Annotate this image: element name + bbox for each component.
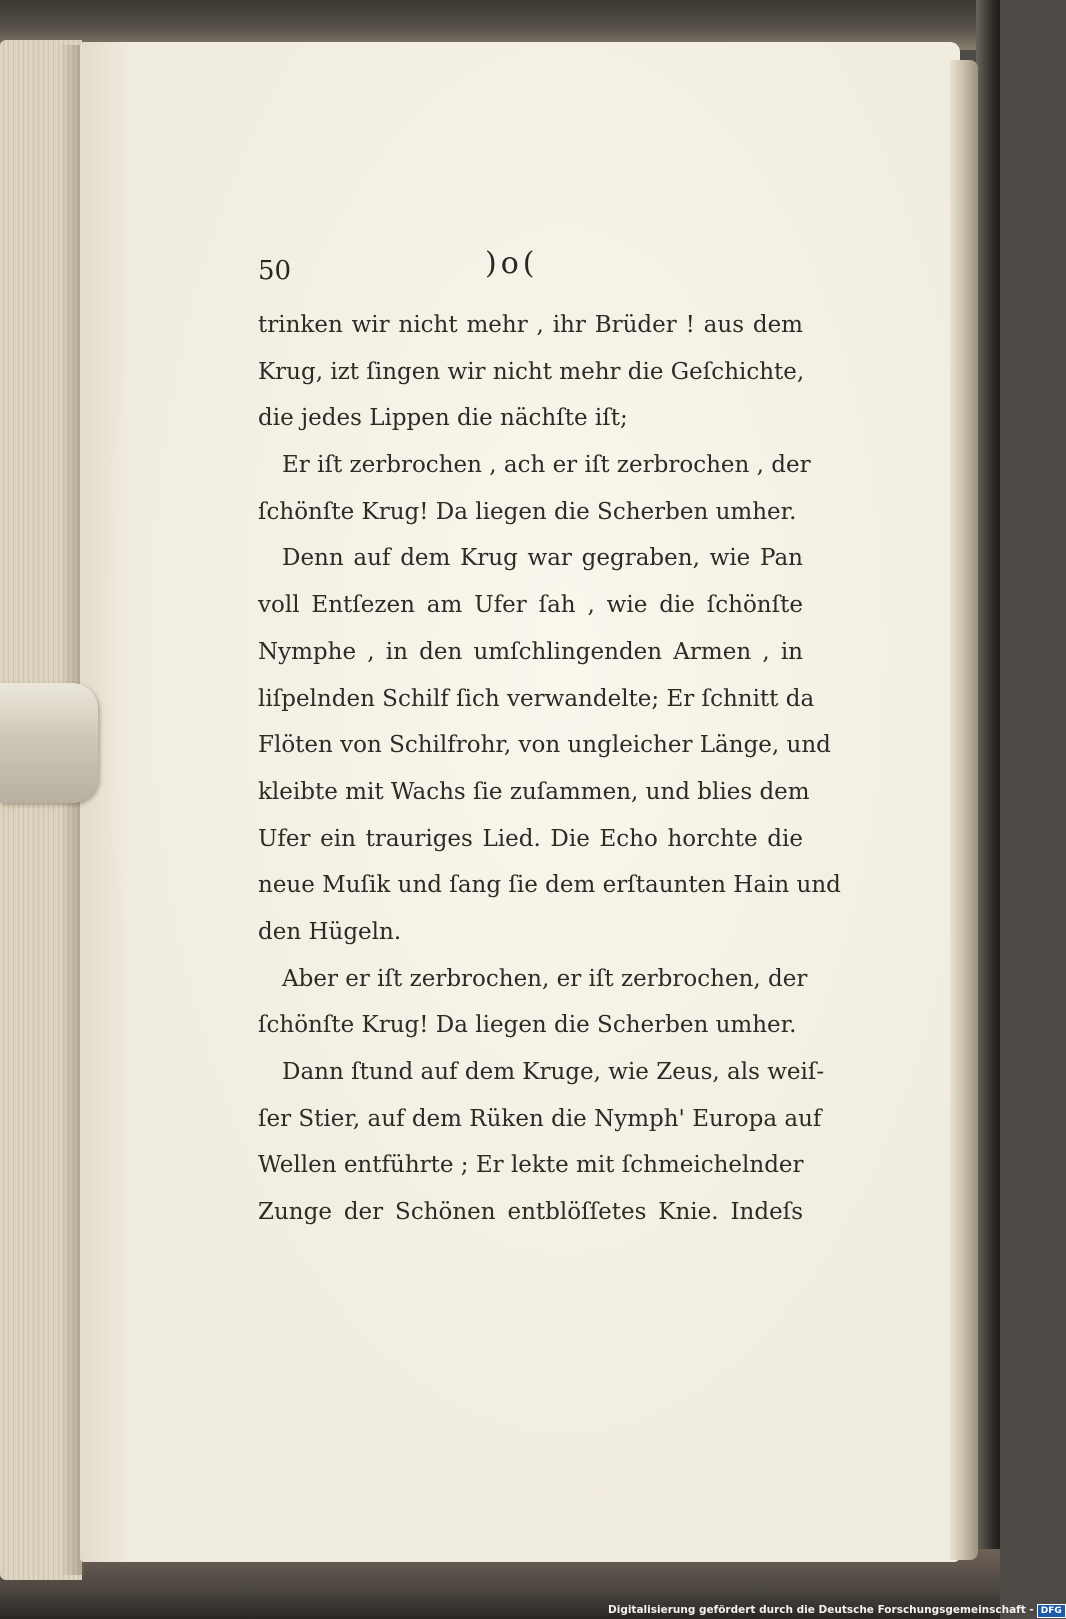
text-line: Denn auf dem Krug war gegraben, wie Pan <box>282 545 803 572</box>
text-line: ſchönſte Krug! Da liegen die Scherben umher. <box>258 498 797 525</box>
background-right <box>976 0 1000 1619</box>
running-head: )o( <box>485 246 539 281</box>
text-line: Dann ſtund auf dem Kruge, wie Zeus, als weiſ- <box>282 1059 825 1085</box>
text-line: ſchönſte Krug! Da liegen die Scherben umher. <box>258 1012 797 1039</box>
page-gutter-right <box>950 60 978 1560</box>
text-line: Zunge der Schönen entblöſſetes Knie. Indeſs <box>258 1199 803 1226</box>
digitization-credit <box>608 1604 1066 1618</box>
credit-text: Digitalisierung gefördert durch die Deutsche Forschungsgemeinschaft - <box>608 1604 1034 1616</box>
text-line: Wellen entführte ; Er lekte mit ſchmeichelnder <box>258 1152 804 1179</box>
text-line: Aber er iſt zerbrochen, er iſt zerbrochen, der <box>282 965 808 992</box>
text-line: den Hügeln. <box>258 918 402 945</box>
text-line: Krug, izt ſingen wir nicht mehr die Geſchichte, <box>258 358 805 385</box>
text-line: kleibte mit Wachs ſie zuſammen, und blies dem <box>258 778 810 805</box>
text-line: Flöten von Schilfrohr, von ungleicher Länge, und <box>258 732 831 759</box>
dfg-logo: DFG <box>1037 1604 1066 1618</box>
text-line: Ufer ein trauriges Lied. Die Echo horchte die <box>258 825 803 852</box>
text-line: Er iſt zerbrochen , ach er iſt zerbrochen , der <box>282 452 811 479</box>
text-line: trinken wir nicht mehr , ihr Brüder ! aus dem <box>258 312 803 338</box>
text-line: liſpelnden Schilf ſich verwandelte; Er ſchnitt da <box>258 685 815 712</box>
page-number: 50 <box>258 256 292 286</box>
text-line: ſer Stier, auf dem Rüken die Nymph' Europa auf <box>258 1105 822 1132</box>
text-line: Nymphe , in den umſchlingenden Armen , in <box>258 638 803 665</box>
text-line: voll Entſezen am Ufer ſah , wie die ſchönſte <box>258 592 803 619</box>
text-block <box>258 302 841 1236</box>
bookmark-clip <box>0 683 98 803</box>
text-line: die jedes Lippen die nächſte iſt; <box>258 405 628 432</box>
text-line: neue Muſik und ſang ſie dem erſtaunten Hain und <box>258 872 841 899</box>
